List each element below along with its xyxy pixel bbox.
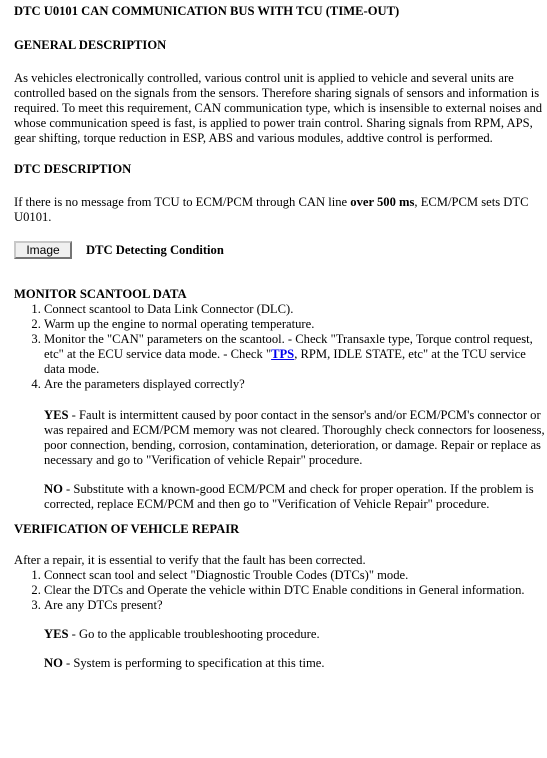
verification-intro: After a repair, it is essential to verify that the fault has been corrected. [14, 553, 366, 567]
page-title: DTC U0101 CAN COMMUNICATION BUS WITH TCU (TIME-OUT) [14, 4, 400, 18]
list-item: 2. Clear the DTCs and Operate the vehicle within DTC Enable conditions in General information. [44, 583, 545, 598]
monitor-yes-answer [44, 408, 545, 468]
tps-link[interactable]: TPS [271, 347, 295, 361]
verification-no-answer [44, 656, 545, 671]
yes-text: - Fault is intermittent caused by poor contact in the sensor's and/or ECM/PCM's connector or was repaired and ECM/PCM memory was not cleared. Thoroughly check connectors for looseness, poor connection, bending, corrosion, contamination, deterioration, or damage. Repair or replace as necessary and go to "Verification of vehicle Repair" procedure. [44, 408, 545, 467]
no-label: NO [44, 482, 63, 496]
dtc-text-bold: over 500 ms [350, 195, 415, 209]
dtc-description-text [14, 195, 545, 225]
no-label: NO [44, 656, 63, 670]
general-description-text: As vehicles electronically controlled, various control unit is applied to vehicle and several units are controlled based on the signals from the sensors. Therefore sharing signals of sensors and information is required. To meet this requirement, CAN communication type, which is insensible to external noises and whose communication speed is fast, is applied to power train control. Sharing signals from RPM, APS, gear shifting, torque reduction in ESP, ABS and various modules, addtive control is performed. [14, 71, 543, 145]
monitor-no-answer [44, 482, 545, 512]
yes-label: YES [44, 408, 69, 422]
yes-text: - Go to the applicable troubleshooting procedure. [68, 627, 320, 641]
image-caption: DTC Detecting Condition [86, 242, 224, 257]
verification-yes-answer [44, 627, 545, 642]
list-item: 4. Are the parameters displayed correctly? [44, 377, 545, 392]
list-item: 1. Connect scan tool and select "Diagnostic Trouble Codes (DTCs)" mode. [44, 568, 545, 583]
no-text: - Substitute with a known-good ECM/PCM and check for proper operation. If the problem is corrected, replace ECM/PCM and then go to "Verification of Vehicle Repair" procedure. [44, 482, 534, 511]
list-item [44, 332, 545, 377]
list-item: 3. Are any DTCs present? [44, 598, 545, 613]
verification-heading: VERIFICATION OF VEHICLE REPAIR [14, 522, 240, 536]
general-description-heading: GENERAL DESCRIPTION [14, 38, 167, 52]
dtc-description-heading: DTC DESCRIPTION [14, 162, 132, 176]
yes-label: YES [44, 627, 69, 641]
verification-steps-list [14, 568, 545, 613]
list-item: 2. Warm up the engine to normal operating temperature. [44, 317, 545, 332]
monitor-steps-list [14, 302, 545, 392]
no-text: - System is performing to specification at this time. [62, 656, 325, 670]
step3-text-after: , RPM, IDLE STATE, etc" at the TCU service data mode. [44, 347, 526, 376]
dtc-text-after: , ECM/PCM sets DTC U0101. [14, 195, 529, 224]
dtc-text-before: If there is no message from TCU to ECM/PCM through CAN line [14, 195, 351, 209]
list-item: 1. Connect scantool to Data Link Connector (DLC). [44, 302, 545, 317]
image-button[interactable]: Image [14, 241, 72, 259]
monitor-scantool-heading: MONITOR SCANTOOL DATA [14, 287, 187, 301]
step3-text-before: Monitor the "CAN" parameters on the scantool. - Check "Transaxle type, Torque control request, etc" at the ECU service data mode. - Check " [44, 332, 533, 361]
image-row [14, 241, 545, 259]
